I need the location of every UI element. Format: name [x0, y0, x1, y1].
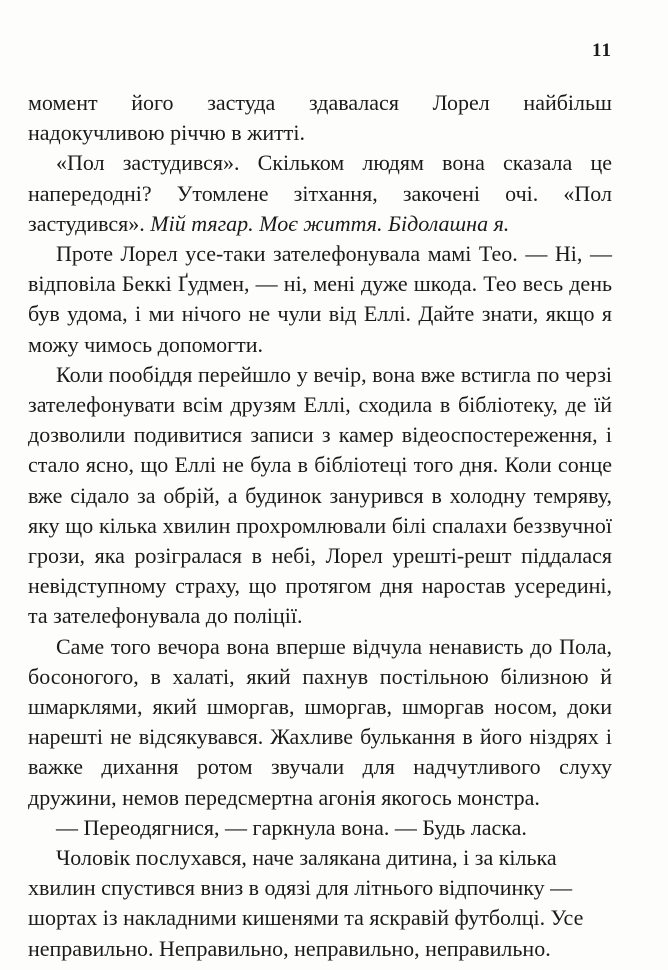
paragraph-text: момент його застуда здавалася Лорел найбільш надокучливою річчю в житті.	[28, 90, 612, 146]
paragraph	[28, 88, 612, 148]
page-number: 11	[592, 40, 612, 61]
paragraph	[28, 148, 612, 239]
paragraph-text: «Пол застудився». Скільком людям вона сказала це напередодні? Утомлене зітхання, закочені очі. «Пол застудився».	[28, 150, 612, 236]
paragraph-text: Саме того вечора вона вперше відчула ненависть до Пола, босоногого, в халаті, який пахнув постільною білизною й шмарклями, який шморгав, шморгав, шморгав носом, доки нарешті не відсякувався. Жахливе булькання в його ніздрях і важке дихання ротом звучали для надчутливого слуху дружини, немов передсмертна агонія якогось монстра.	[28, 633, 612, 810]
paragraph	[28, 360, 612, 632]
paragraph-text: — Переодягнися, — гаркнула вона. — Будь ласка.	[56, 814, 527, 840]
paragraph-text: Чоловік послухався, наче залякана дитина, і за кілька хвилин спустився вниз в одязі для літнього відпочинку — шортах із накладними кишенями та яскравій футболці. Усе неправильно. Неправильно, неправильно, неправильно.	[28, 845, 584, 961]
paragraph-text: Проте Лорел усе-таки зателефонувала мамі Тео. — Ні, — відповіла Беккі Ґудмен, — ні, мені дуже шкода. Тео весь день був удома, і ми нічого не чули від Еллі. Дайте знати, якщо я можу чимось допомогти.	[28, 241, 612, 357]
italic-phrase: Мій тягар. Моє життя. Бідолашна я.	[150, 210, 510, 236]
dialogue-line	[28, 813, 612, 843]
paragraph-text: Коли пообіддя перейшло у вечір, вона вже встигла по черзі зателефонувати всім друзям Еллі, сходила в бібліотеку, де їй дозволили подивитися записи з камер відеоспостереження, і стало ясно, що Еллі не була в бібліотеці того дня. Коли сонце вже сідало за обрій, а будинок занурився в холодну темряву, яку що кілька хвилин прохромлювали білі спалахи беззвучної грози, яка розігралася в небі, Лорел урешті-решт піддалася невідступному страху, що протягом дня наростав усередині, та зателефонувала до поліції.	[28, 361, 612, 629]
paragraph	[28, 632, 612, 813]
paragraph	[28, 239, 612, 360]
paragraph	[28, 843, 612, 964]
text-body	[28, 88, 612, 964]
